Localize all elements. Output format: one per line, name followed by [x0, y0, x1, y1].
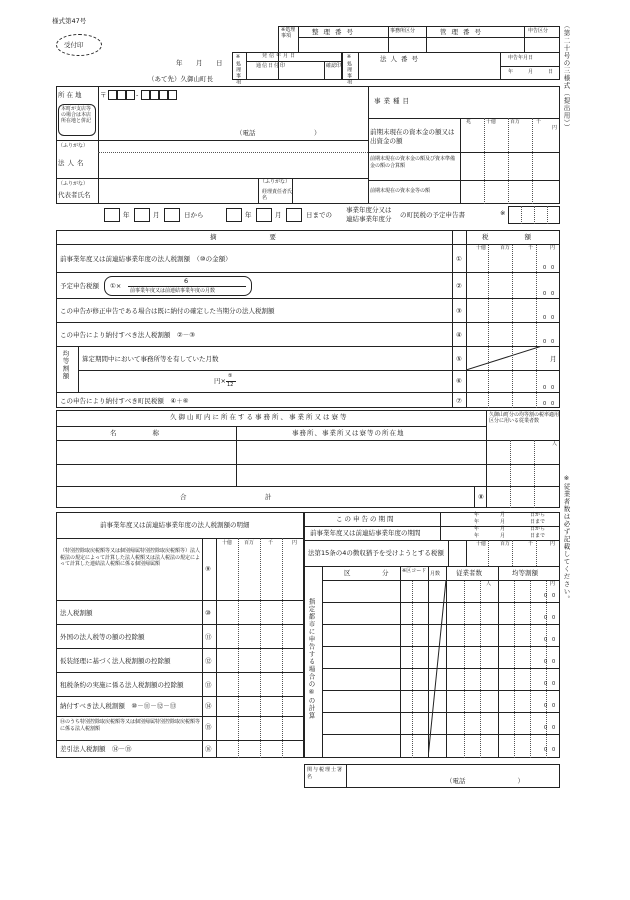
detail-row-10-text: 法人税割額	[60, 609, 93, 617]
seiri-bango-label: 整理番号	[312, 28, 358, 36]
filing-month: 月	[196, 59, 203, 67]
zero-r1a: 0	[544, 593, 548, 599]
detail-row-9-text: （特別控除取戻税額等又は個別帰属特別控除取戻税額等）法人税法の規定によって計算した法人税額又は法人税法の規定によって計算した連結法人税額に係る個別帰属額	[60, 548, 201, 567]
zero-r7b: 0	[552, 725, 556, 731]
zero-4b: 0	[551, 339, 555, 345]
row-2-text: 予定申告税額	[60, 282, 99, 290]
jigyo-shumoku-label: 事業種目	[374, 97, 412, 105]
row-3-num: ③	[456, 307, 462, 315]
right-unit-hyakuman: 百万	[500, 541, 511, 547]
period-title-b: 連結事業年度分	[346, 215, 392, 223]
right-yen-unit: 円	[550, 581, 556, 587]
unit-sen: 千	[536, 119, 542, 125]
zero-r8a: 0	[544, 747, 548, 753]
zero-3a: 0	[543, 315, 547, 321]
zero-6a: 0	[543, 385, 547, 391]
furigana-label: （ふりがな）	[58, 143, 89, 149]
art15-label: 法第15条の4の徴収猶予を受けようとする税額	[308, 549, 444, 557]
kikan-from-1: 日から	[530, 512, 546, 518]
detail-row-16-num: ⑯	[205, 745, 212, 753]
period-month2: 月	[275, 211, 282, 219]
zero-r5a: 0	[544, 681, 548, 687]
filing-day: 日	[216, 59, 223, 67]
staff-note: ※従業者数は必ず記載してください。	[562, 474, 571, 603]
branch-note: 本町が支店等の場合は本店所在地と併記	[61, 106, 92, 124]
tax-accountant-phone: （電話 ）	[446, 777, 524, 785]
period-box-3	[164, 208, 180, 222]
zero-r6b: 0	[552, 703, 556, 709]
row-6-num: ⑥	[456, 377, 462, 385]
kikan-to-1: 日まで	[530, 519, 546, 525]
col-kintou: 均等割額	[512, 569, 538, 577]
offices-total: 合 計	[180, 493, 274, 501]
unit-yen: 円	[552, 125, 558, 131]
side-note: （第二十号の三様式（提出用））	[562, 22, 571, 132]
detail-title: 前事業年度又は前連結事業年度の法人税割額の明細	[100, 521, 250, 529]
row-3-text: この申告が修正申告である場合は既に納付の確定した当期分の法人税割額	[60, 307, 275, 315]
diagonal-slash	[466, 346, 560, 370]
diagonal-slash-2	[428, 580, 446, 758]
right-unit-sen: 千	[528, 541, 534, 547]
address-label: 所在地	[58, 91, 84, 99]
right-unit-jukkoku: 十億	[476, 541, 487, 547]
main-unit-yen: 円	[550, 245, 556, 251]
addressee: （あて先）久御山町長	[148, 75, 213, 83]
detail-row-16-text: 差引法人税割額 ⑭－⑮	[60, 745, 132, 753]
period-to: 日までの	[306, 211, 332, 219]
col-code: ※区コード	[402, 568, 427, 574]
period-box-1	[104, 208, 120, 222]
page: 様式第47号 （第二十号の三様式（提出用）） ※従業者数は必ず記載してください。 ※処理事項 整理番号 事務所区分 管理番号 申告区分 ※処理事項 法人番号 申告年月日 年 月 日 受付印 年 月 日 （あて先）久御山町長 ※処理事項 発信年月日 通信日付印 確認印 所在地 〒 - 本町が支店等の場合は本店所在地と併記 （電話 ） （ふりがな） 法人名 （ふりがな） 代表者氏名 （ふりがな） 経理責任者氏名 事業種目 前期末現在の資本金の額又は出資金の額 前期末現在の資本金の額及び資本準備金の額の合算額 前期末現在の資本金等の額 兆 十億 百万 千 円 年 月 日から 年 月 日までの 事業年度分又は 連結事業年度分 の町民税の予定申告書 ※ 摘 要 税 額 十億 百万 千 円 前事業年度又は前連結事業年度の法人税割額 （⑩の金額） ① 予定申告税額 ①× 6 前事業年度又は前連結事業年度の月数 ② この申告が修正申告である場合は既に納付の確定した当期分の法人税割額 ③ この申告により納付すべき法人税割額 ②－③ ④ 均等割額 算定期間中において事務所等を有していた月数 ⑤ 月 円× ⑤ 12 ⑥ この申告により納付すべき町民税額 ④＋⑥ ⑦ 0 0 0 0 0 0 0 0 0 0 0 0 久御山町内に所在する事務所、事業所又は寮等 名 称 事務所、事業所又は寮等の所在地 久御山町分の均等割の税率適用区分に用いる従業者数 人 合 計 ⑧ 前事業年度又は前連結事業年度の法人税割額の明細 十億 百万 千 円 （特別控除取戻税額等又は個別帰属特別控除取戻税額等）法人税法の規定によって計算した法人税額又は法人税法の規定によって計算した連結法人税額に係る個別帰属額 ⑨ 法人税割額 ⑩ 外国の法人税等の額の控除額 ⑪ 仮装経理に基づく法人税割額の控除額 ⑫ 租税条約の実施に係る法人税割額の控除額 ⑬ 納付すべき法人税割額 ⑩－⑪－⑫－⑬ ⑭ ⑭のうち特別控除取戻税額等又は個別帰属特別控除取戻税額等に係る法人税割額 ⑮ 差引法人税割額 ⑭－⑮ ⑯ この申告の期間 前事業年度又は前連結事業年度の期間 年 月 日から 年 月 日まで 年 月 日から 年 月 日まで 法第15条の4の徴収猶予を受けようとする税額 十億 百万 千 円 指定都市に申告する場合の⑥の計算 区 分 ※区コード 月数 従業者数 均等割額 人 円 0 0 0 0 0 0 0 0 0 0 0 0 0 0 0 0 関与税理士署名 （電話 ）	[0, 0, 630, 900]
period-year1: 年	[123, 211, 130, 219]
row-7-text: この申告により納付すべき町民税額 ④＋⑥	[60, 397, 189, 405]
offices-staff-col: 久御山町分の均等割の税率適用区分に用いる従業者数	[489, 412, 560, 425]
period-box-6	[286, 208, 302, 222]
processing-mark-2: ※処理事項	[235, 54, 241, 85]
zero-1a: 0	[543, 265, 547, 271]
detail-row-11-text: 外国の法人税等の額の控除額	[60, 633, 145, 641]
detail-row-13-text: 租税条約の実施に係る法人税割額の控除額	[60, 681, 184, 689]
kakunin-side-label: ※処理事項	[346, 54, 352, 85]
row-4-num: ④	[456, 331, 462, 339]
zero-r6a: 0	[544, 703, 548, 709]
kikan-year-3: 年	[474, 526, 480, 532]
kikan-month-2: 月	[500, 519, 506, 525]
kikan-month-4: 月	[500, 533, 506, 539]
zero-r4b: 0	[552, 659, 556, 665]
detail-row-14-text: 納付すべき法人税割額 ⑩－⑪－⑫－⑬	[60, 702, 177, 710]
right-person-unit: 人	[486, 581, 492, 587]
zero-3b: 0	[551, 315, 555, 321]
kakunin-label: 確認印	[326, 63, 342, 69]
row-5-text: 算定期間中において事務所等を有していた月数	[82, 355, 219, 363]
detail-row-12-num: ⑫	[205, 657, 212, 665]
row-7-num: ⑦	[456, 397, 462, 405]
hojin-name-label: 法人名	[58, 159, 87, 167]
shinkoku-kubun-label: 申告区分	[528, 28, 549, 34]
shinkoku-day: 日	[548, 69, 554, 75]
detail-unit-hyakuman: 百万	[244, 540, 255, 546]
detail-unit-yen: 円	[292, 540, 298, 546]
jimusho-kubun-label: 事務所区分	[390, 28, 416, 34]
kikan-title: この申告の期間	[336, 515, 396, 523]
main-table-diagonal	[466, 346, 560, 370]
zero-r2a: 0	[544, 615, 548, 621]
zero-r3b: 0	[552, 637, 556, 643]
detail-unit-jukkoku: 十億	[222, 540, 233, 546]
row-2-num: ②	[456, 282, 462, 290]
detail-unit-sen: 千	[268, 540, 274, 546]
capital-2-label: 前期末現在の資本金の額及び資本準備金の額の合算額	[370, 156, 456, 169]
kikan-year-2: 年	[474, 519, 480, 525]
zero-2a: 0	[543, 291, 547, 297]
row-1-num: ①	[456, 255, 462, 263]
period-box-2	[134, 208, 150, 222]
twelve: 12	[227, 382, 234, 388]
keiri-furigana-label: （ふりがな）	[260, 179, 291, 185]
main-unit-jukkoku: 十億	[476, 245, 487, 251]
shinkoku-month: 月	[528, 69, 534, 75]
detail-row-15-text: ⑭のうち特別控除取戻税額等又は個別帰属特別控除取戻税額等に係る法人税割額	[60, 719, 201, 732]
rep-furigana-label: （ふりがな）	[58, 181, 89, 187]
main-unit-sen: 千	[528, 245, 534, 251]
unit-cho: 兆	[466, 119, 472, 125]
detail-row-9-num: ⑨	[205, 565, 211, 573]
office-mark: ※処理事項	[281, 27, 296, 39]
person-unit: 人	[552, 441, 558, 447]
unit-jukkoku: 十億	[486, 119, 497, 125]
detail-row-15-num: ⑮	[205, 723, 212, 731]
zero-6b: 0	[551, 385, 555, 391]
kikan-month-3: 月	[500, 526, 506, 532]
capital-1-label: 前期末現在の資本金の額又は出資金の額	[370, 128, 455, 145]
rep-name-label: 代表者氏名	[58, 191, 91, 199]
detail-row-14-num: ⑭	[205, 702, 212, 710]
formula-prefix: ①×	[110, 282, 122, 290]
zero-1b: 0	[551, 265, 555, 271]
row-4-text: この申告により納付すべき法人税割額 ②－③	[60, 331, 196, 339]
row-1-text: 前事業年度又は前連結事業年度の法人税割額 （⑩の金額）	[60, 255, 232, 263]
detail-row-11-num: ⑪	[205, 633, 212, 641]
keiri-name-label: 経理責任者氏名	[262, 189, 293, 201]
kikan-to-2: 日まで	[530, 533, 546, 539]
kikan-prev: 前事業年度又は前連結事業年度の期間	[310, 529, 421, 537]
detail-row-10-num: ⑩	[205, 609, 211, 617]
offices-name-col: 名 称	[110, 429, 161, 437]
period-box-4	[226, 208, 242, 222]
kikan-month-1: 月	[500, 512, 506, 518]
filing-year: 年	[176, 59, 183, 67]
kikan-from-2: 日から	[530, 526, 546, 532]
col-kubun: 区 分	[344, 569, 392, 577]
period-title-c: の町民税の予定申告書	[400, 211, 465, 219]
offices-total-num: ⑧	[478, 493, 484, 501]
kikan-year-4: 年	[474, 533, 480, 539]
detail-row-12-text: 仮装経理に基づく法人税割額の控除額	[60, 657, 171, 665]
period-year2: 年	[245, 211, 252, 219]
shinkoku-date-label: 申告年月日	[508, 55, 534, 61]
zero-r1b: 0	[552, 593, 556, 599]
kikan-year-1: 年	[474, 512, 480, 518]
zero-4a: 0	[543, 339, 547, 345]
zero-r5b: 0	[552, 681, 556, 687]
row-5-num: ⑤	[456, 355, 462, 363]
period-title-a: 事業年度分又は	[346, 206, 392, 214]
tsushin-label: 通信日付印	[256, 63, 287, 69]
zero-r7a: 0	[544, 725, 548, 731]
period-mark: ※	[500, 209, 506, 217]
capital-3-label: 前期末現在の資本金等の額	[370, 188, 431, 194]
months-diagonal	[428, 580, 446, 758]
hassin-label: 発信年月日	[262, 53, 298, 59]
offices-table	[56, 410, 560, 508]
months-unit: 月	[550, 355, 557, 363]
form-number: 様式第47号	[52, 17, 87, 25]
period-month1: 月	[153, 211, 160, 219]
right-unit-yen: 円	[550, 541, 556, 547]
postal-mark: 〒	[100, 91, 107, 99]
summary-header: 摘 要	[210, 233, 278, 241]
period-box-5	[256, 208, 272, 222]
period-from: 日から	[184, 211, 204, 219]
zero-r4a: 0	[544, 659, 548, 665]
phone-text: （電話 ）	[236, 129, 321, 137]
zero-2b: 0	[551, 291, 555, 297]
zero-7b: 0	[551, 401, 555, 407]
zero-7a: 0	[543, 401, 547, 407]
hojin-bango-label: 法人番号	[380, 55, 422, 63]
kintou-label: 均等割額	[61, 350, 70, 380]
kanri-bango-label: 管理番号	[440, 28, 486, 36]
zero-r2b: 0	[552, 615, 556, 621]
shinkoku-year: 年	[508, 69, 514, 75]
receipt-stamp-label: 受付印	[64, 41, 84, 49]
formula-denominator: 前事業年度又は前連結事業年度の月数	[130, 288, 216, 294]
offices-title: 久御山町内に所在する事務所、事業所又は寮等	[170, 413, 349, 421]
col-months: 月数	[430, 571, 441, 577]
tax-accountant-label: 関与税理士署名	[307, 767, 344, 780]
detail-row-13-num: ⑬	[205, 681, 212, 689]
yen-times: 円×	[214, 377, 226, 385]
zero-r3a: 0	[544, 637, 548, 643]
zero-r8b: 0	[552, 747, 556, 753]
formula-numerator: 6	[184, 277, 189, 285]
unit-hyakuman: 百万	[510, 119, 521, 125]
shitei-label: 指定都市に申告する場合の⑥の計算	[307, 598, 316, 720]
main-unit-hyakuman: 百万	[500, 245, 511, 251]
amount-header: 税 額	[482, 233, 533, 241]
offices-addr-col: 事務所、事業所又は寮等の所在地	[292, 429, 405, 437]
col-staff: 従業者数	[456, 569, 482, 577]
